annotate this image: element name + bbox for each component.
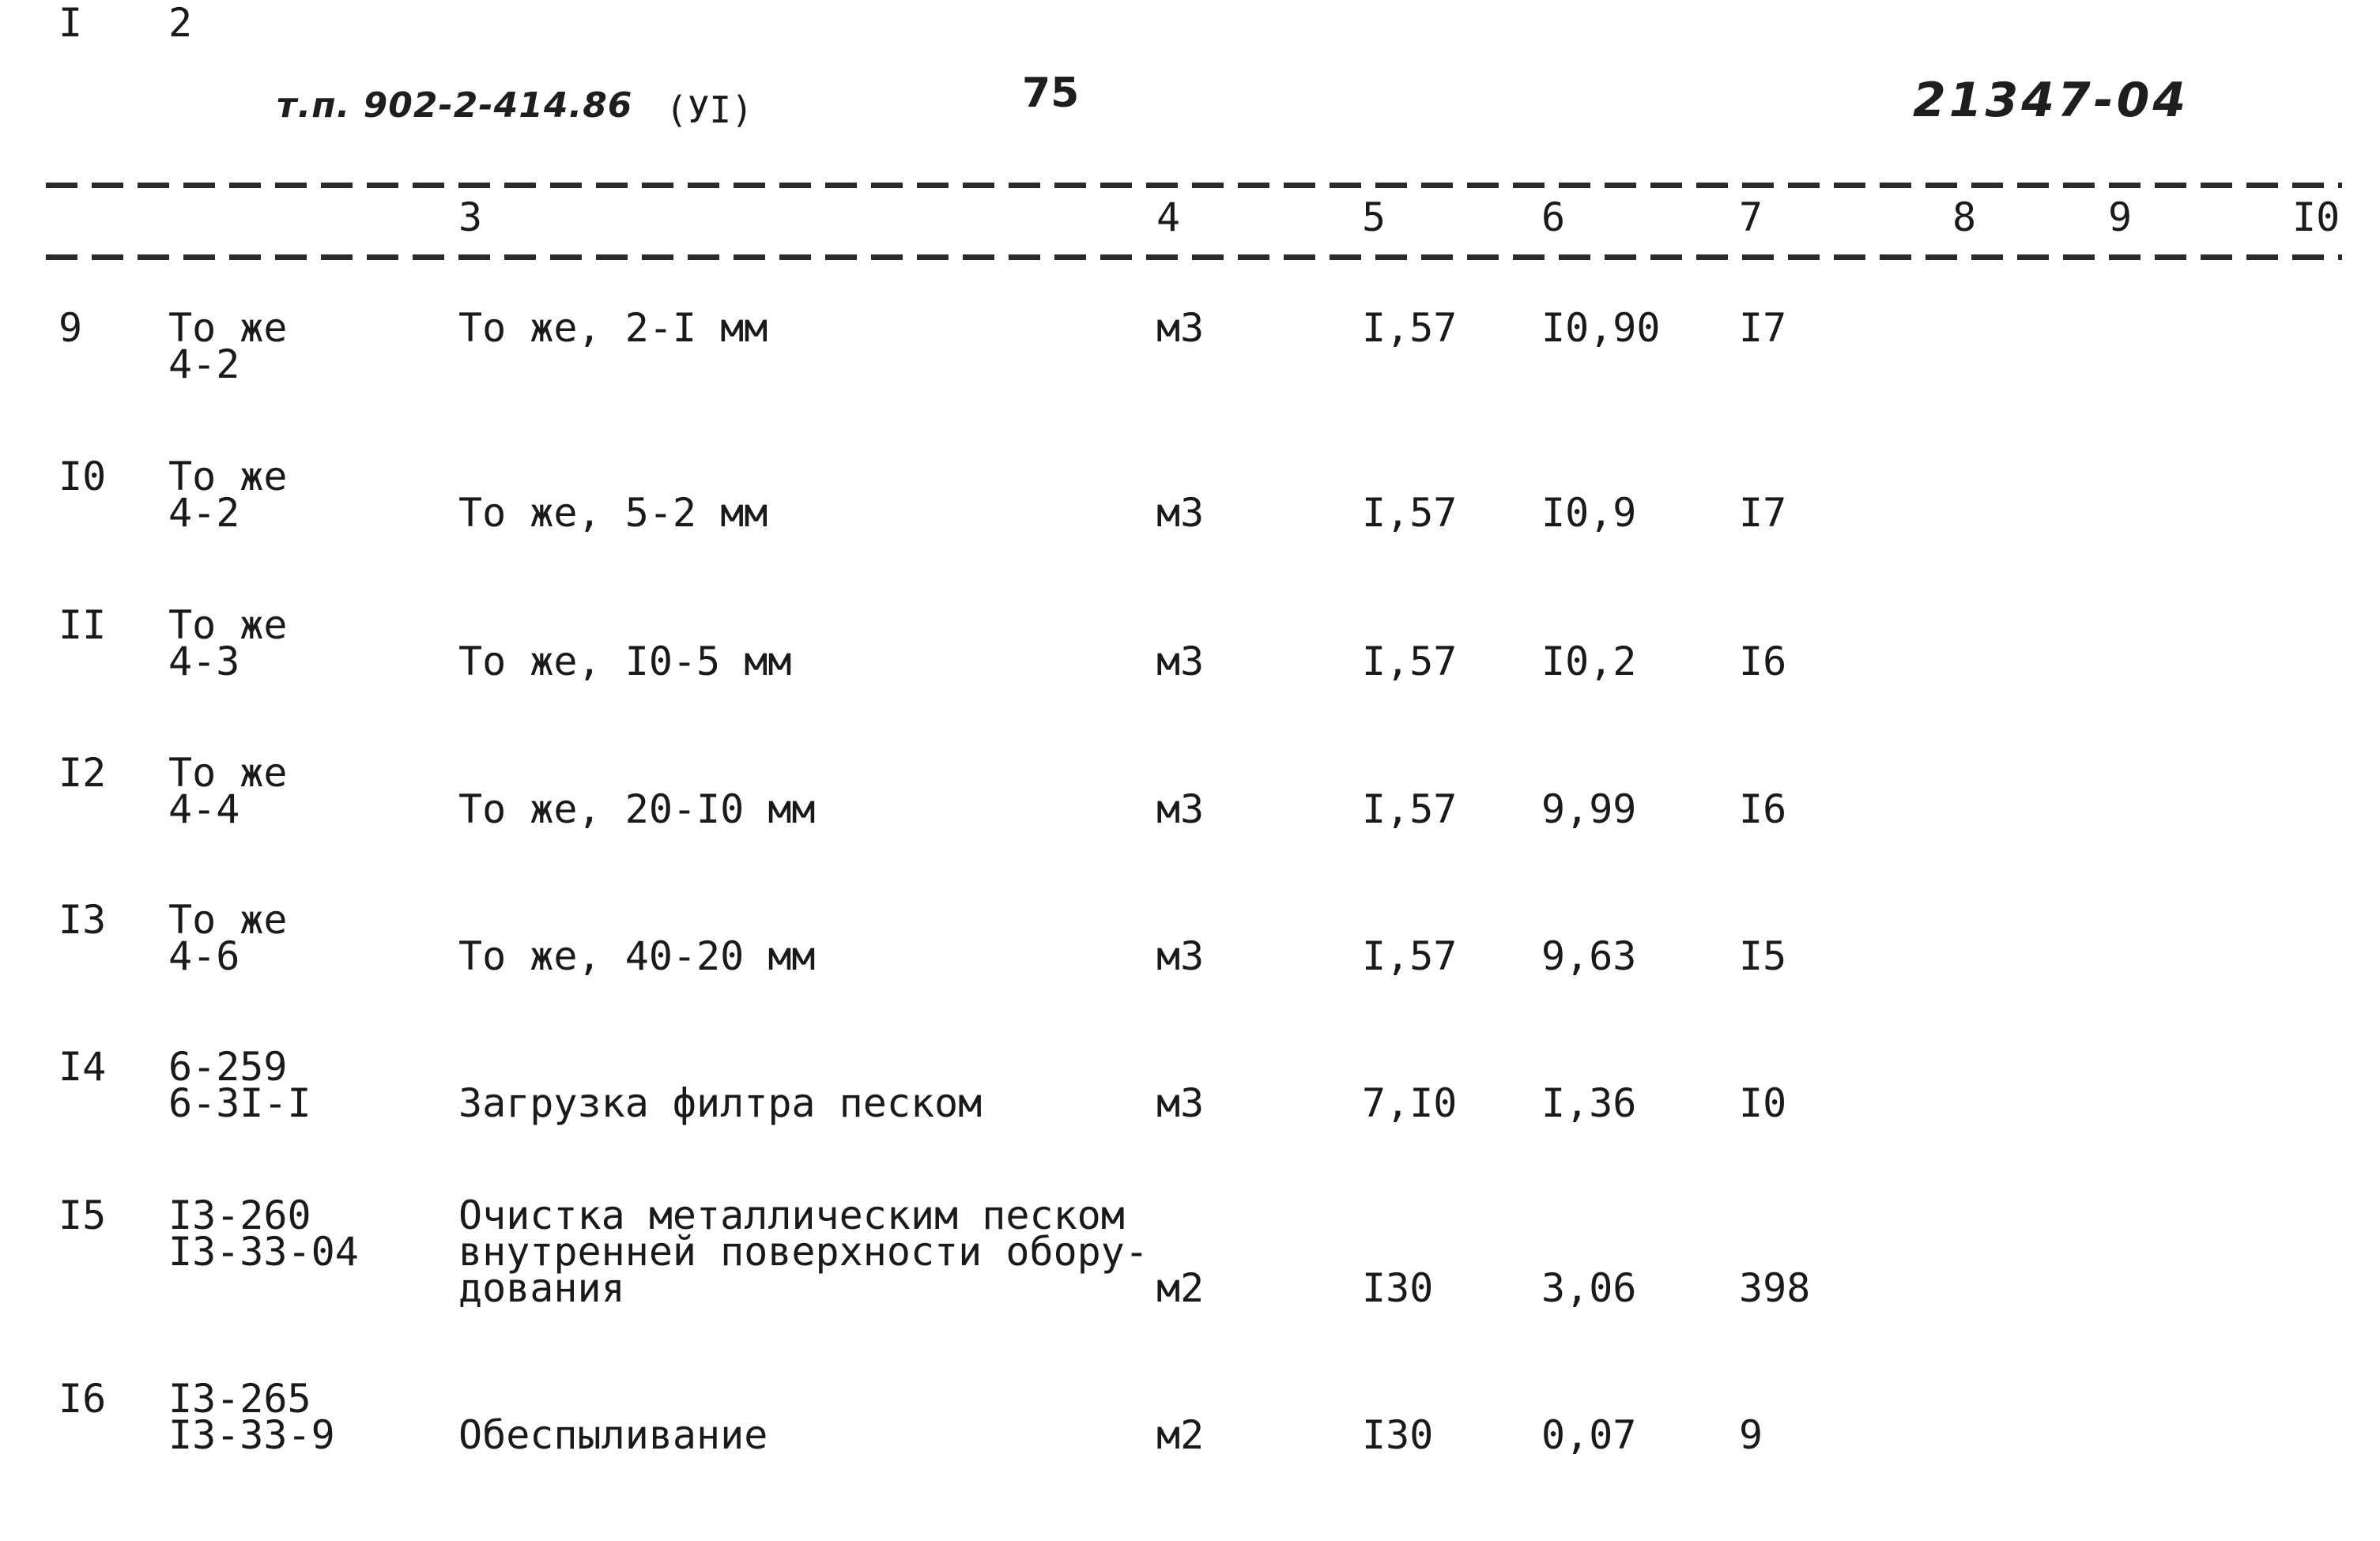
norm-code xyxy=(168,750,288,832)
value-col-6: 9,99 xyxy=(1541,786,1637,832)
value-col-6: I0,9 xyxy=(1541,490,1637,536)
work-description: То же, 20-I0 мм xyxy=(458,786,816,832)
norm-code-line: То же xyxy=(168,750,288,796)
column-header-8: 8 xyxy=(1952,194,1977,240)
norm-code-line: То же xyxy=(168,897,288,943)
work-description-line: внутренней поверхности обору- xyxy=(458,1229,1149,1275)
norm-code-line: I3-33-9 xyxy=(168,1412,335,1458)
work-description-line: дования xyxy=(458,1265,625,1311)
row-number: I4 xyxy=(58,1044,107,1090)
work-description: То же, I0-5 мм xyxy=(458,639,792,684)
value-col-5: I30 xyxy=(1362,1265,1434,1311)
norm-code-line: 6-3I-I xyxy=(168,1080,311,1126)
value-col-7: I0 xyxy=(1739,1080,1787,1126)
column-header-6: 6 xyxy=(1541,194,1566,240)
norm-code xyxy=(168,1376,335,1458)
column-header-4: 4 xyxy=(1156,194,1181,240)
norm-code-line: 6-259 xyxy=(168,1044,288,1090)
norm-code-line: То же xyxy=(168,305,288,351)
norm-code xyxy=(168,1044,311,1126)
work-description-line: Очистка металлическим песком xyxy=(458,1192,1125,1238)
value-col-5: I,57 xyxy=(1362,933,1458,979)
table-row xyxy=(0,1376,2380,1523)
column-header-2: 2 xyxy=(168,0,193,46)
row-number: I2 xyxy=(58,750,107,796)
table-row xyxy=(0,750,2380,897)
norm-code-line: То же xyxy=(168,454,288,499)
norm-code-line: 4-4 xyxy=(168,786,240,832)
table-row xyxy=(0,1192,2380,1339)
norm-code xyxy=(168,602,288,684)
page-number: 75 xyxy=(1022,70,1080,117)
sheet-code: 21347-04 xyxy=(1913,73,2190,128)
unit: м2 xyxy=(1156,1265,1205,1311)
unit: м3 xyxy=(1156,305,1205,351)
column-header-3: 3 xyxy=(458,194,483,240)
column-header-9: 9 xyxy=(2108,194,2133,240)
table-row xyxy=(0,305,2380,452)
norm-code-line: 4-2 xyxy=(168,341,240,387)
row-number: I0 xyxy=(58,454,107,499)
value-col-5: I30 xyxy=(1362,1412,1434,1458)
norm-code-line: 4-2 xyxy=(168,490,240,536)
value-col-5: I,57 xyxy=(1362,639,1458,684)
table-header-rule xyxy=(46,254,2342,260)
value-col-7: I6 xyxy=(1739,639,1787,684)
value-col-7: I7 xyxy=(1739,305,1787,351)
volume-label: (УI) xyxy=(666,89,753,131)
value-col-6: 3,06 xyxy=(1541,1265,1637,1311)
table-row xyxy=(0,454,2380,601)
norm-code xyxy=(168,305,288,387)
value-col-6: I0,2 xyxy=(1541,639,1637,684)
norm-code-line: 4-6 xyxy=(168,933,240,979)
work-description: Загрузка филтра песком xyxy=(458,1080,983,1126)
value-col-7: 9 xyxy=(1739,1412,1763,1458)
work-description: Обеспыливание xyxy=(458,1412,768,1458)
norm-code-line: То же xyxy=(168,602,288,648)
value-col-7: I6 xyxy=(1739,786,1787,832)
row-number: II xyxy=(58,602,107,648)
value-col-6: 0,07 xyxy=(1541,1412,1637,1458)
value-col-6: 9,63 xyxy=(1541,933,1637,979)
norm-code xyxy=(168,897,288,979)
unit: м3 xyxy=(1156,933,1205,979)
value-col-5: I,57 xyxy=(1362,786,1458,832)
unit: м2 xyxy=(1156,1412,1205,1458)
unit: м3 xyxy=(1156,639,1205,684)
work-description: То же, 40-20 мм xyxy=(458,933,816,979)
value-col-5: 7,I0 xyxy=(1362,1080,1458,1126)
work-description: То же, 2-I мм xyxy=(458,305,768,351)
row-number: I6 xyxy=(58,1376,107,1422)
value-col-6: I,36 xyxy=(1541,1080,1637,1126)
table-row xyxy=(0,602,2380,749)
row-number: I3 xyxy=(58,897,107,943)
value-col-7: I7 xyxy=(1739,490,1787,536)
value-col-7: I5 xyxy=(1739,933,1787,979)
document-code: т.п. 902-2-414.86 xyxy=(277,85,633,126)
row-number: 9 xyxy=(58,305,83,351)
table-row xyxy=(0,897,2380,1044)
work-description: То же, 5-2 мм xyxy=(458,490,768,536)
norm-code xyxy=(168,1192,359,1275)
value-col-5: I,57 xyxy=(1362,305,1458,351)
column-header-7: 7 xyxy=(1739,194,1763,240)
norm-code-line: I3-33-04 xyxy=(168,1229,359,1275)
value-col-5: I,57 xyxy=(1362,490,1458,536)
table-top-rule xyxy=(46,183,2342,188)
table-row xyxy=(0,1044,2380,1191)
column-header-10: I0 xyxy=(2292,194,2340,240)
norm-code-line: I3-265 xyxy=(168,1376,311,1422)
norm-code-line: 4-3 xyxy=(168,639,240,684)
unit: м3 xyxy=(1156,786,1205,832)
value-col-7: 398 xyxy=(1739,1265,1811,1311)
column-header-5: 5 xyxy=(1362,194,1386,240)
norm-code xyxy=(168,454,288,536)
row-number: I5 xyxy=(58,1192,107,1238)
work-description xyxy=(458,1192,1149,1311)
unit: м3 xyxy=(1156,1080,1205,1126)
column-header-1: I xyxy=(58,0,83,46)
value-col-6: I0,90 xyxy=(1541,305,1661,351)
unit: м3 xyxy=(1156,490,1205,536)
norm-code-line: I3-260 xyxy=(168,1192,311,1238)
